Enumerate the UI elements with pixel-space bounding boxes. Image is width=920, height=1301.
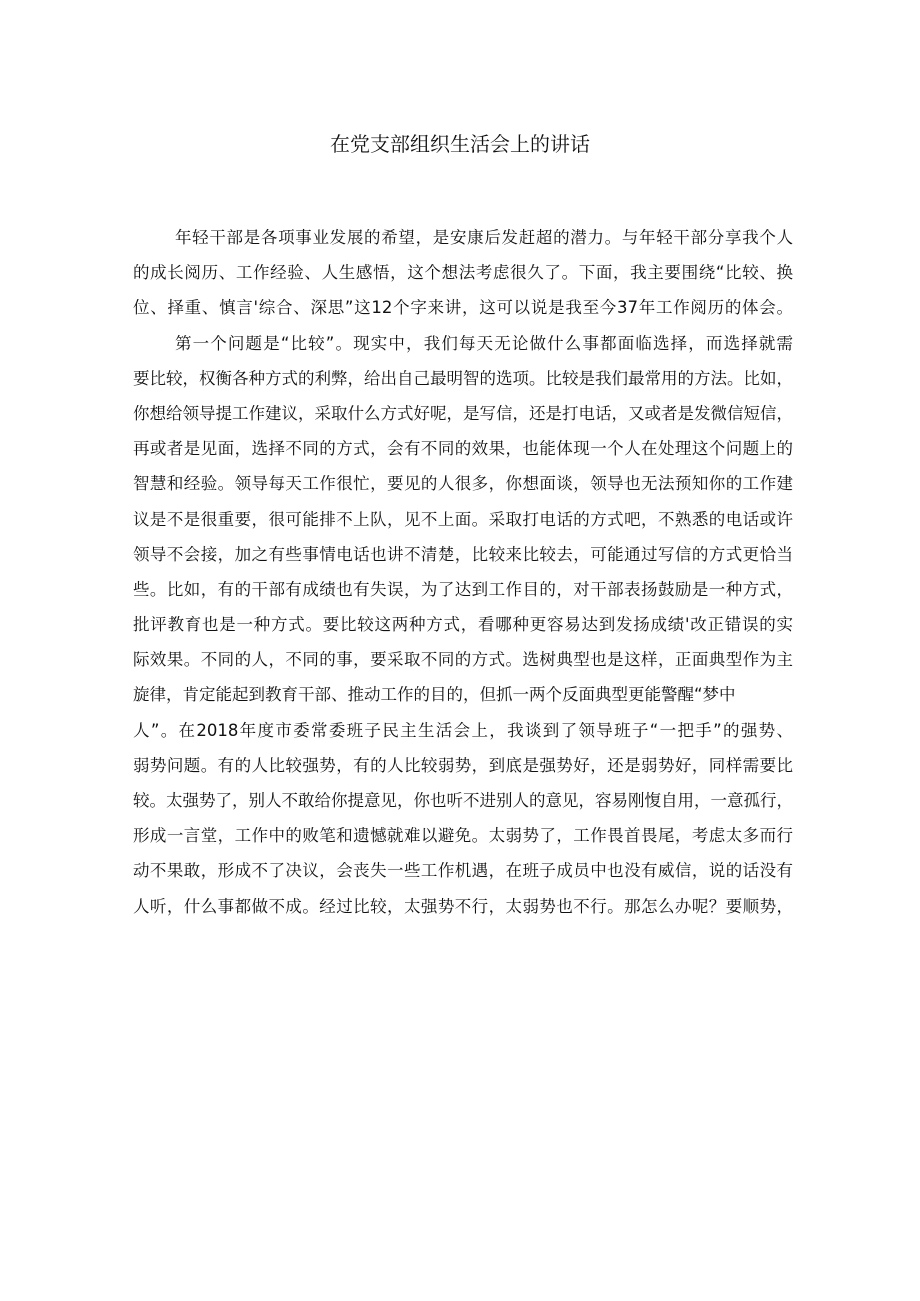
- paragraph-2-line-6: 议是不是很重要，很可能排不上队，见不上面。采取打电话的方式吧，不熟悉的电话或许: [133, 509, 793, 529]
- paragraph-2-line-9: 批评教育也是一种方式。要比较这两种方式，看哪种更容易达到发扬成绩'改正错误的实: [133, 615, 793, 635]
- paragraph-1-line-2: 的成长阅历、工作经验、人生感悟，这个想法考虑很久了。下面，我主要围绕“比较、换: [133, 263, 793, 283]
- paragraph-2-line-8: 些。比如，有的干部有成绩也有失误，为了达到工作目的，对干部表扬鼓励是一种方式，: [133, 579, 793, 599]
- paragraph-2-line-12: 人”。在2018年度市委常委班子民主生活会上，我谈到了领导班子“一把手”的强势、: [133, 720, 793, 740]
- paragraph-2-line-16: 动不果敢，形成不了决议，会丧失一些工作机遇，在班子成员中也没有威信，说的话没有: [133, 861, 793, 881]
- paragraph-2-line-14: 较。太强势了，别人不敢给你提意见，你也听不进别人的意见，容易刚愎自用，一意孤行，: [133, 791, 793, 810]
- paragraph-2-line-13: 弱势问题。有的人比较强势，有的人比较弱势，到底是强势好，还是弱势好，同样需要比: [133, 755, 793, 775]
- document-title: 在党支部组织生活会上的讲话: [330, 132, 590, 156]
- paragraph-1-line-1: 年轻干部是各项事业发展的希望，是安康后发赶超的潜力。与年轻干部分享我个人: [175, 228, 793, 247]
- paragraph-2-line-2: 要比较，权衡各种方式的利弊，给出自己最明智的选项。比较是我们最常用的方法。比如，: [133, 368, 793, 388]
- paragraph-2-line-3: 你想给领导提工作建议，采取什么方式好呢，是写信，还是打电话，又或者是发微信短信，: [133, 403, 793, 423]
- paragraph-2-line-4: 再或者是见面，选择不同的方式，会有不同的效果，也能体现一个人在处理这个问题上的: [133, 439, 793, 459]
- paragraph-2-line-7: 领导不会接，加之有些事情电话也讲不清楚，比较来比较去，可能通过写信的方式更恰当: [133, 544, 793, 564]
- paragraph-2-line-5: 智慧和经验。领导每天工作很忙，要见的人很多，你想面谈，领导也无法预知你的工作建: [133, 474, 793, 494]
- paragraph-2-line-15: 形成一言堂，工作中的败笔和遗憾就难以避免。太弱势了，工作畏首畏尾，考虑太多而行: [133, 826, 793, 846]
- paragraph-2-line-1: 第一个问题是“比较”。现实中，我们每天无论做什么事都面临选择，而选择就需: [175, 333, 793, 353]
- paragraph-2-line-10: 际效果。不同的人，不同的事，要采取不同的方式。选树典型也是这样，正面典型作为主: [133, 650, 793, 670]
- document-body: [133, 220, 793, 924]
- paragraph-2-line-17: 人听，什么事都做不成。经过比较，太强势不行，太弱势也不行。那怎么办呢？要顺势，: [133, 896, 793, 916]
- paragraph-2-line-11: 旋律，肯定能起到教育干部、推动工作的目的，但抓一两个反面典型更能警醒“梦中: [133, 685, 736, 705]
- paragraph-1-line-3: 位、择重、慎言'综合、深思”这12个字来讲，这可以说是我至今37年工作阅历的体会。: [133, 298, 793, 318]
